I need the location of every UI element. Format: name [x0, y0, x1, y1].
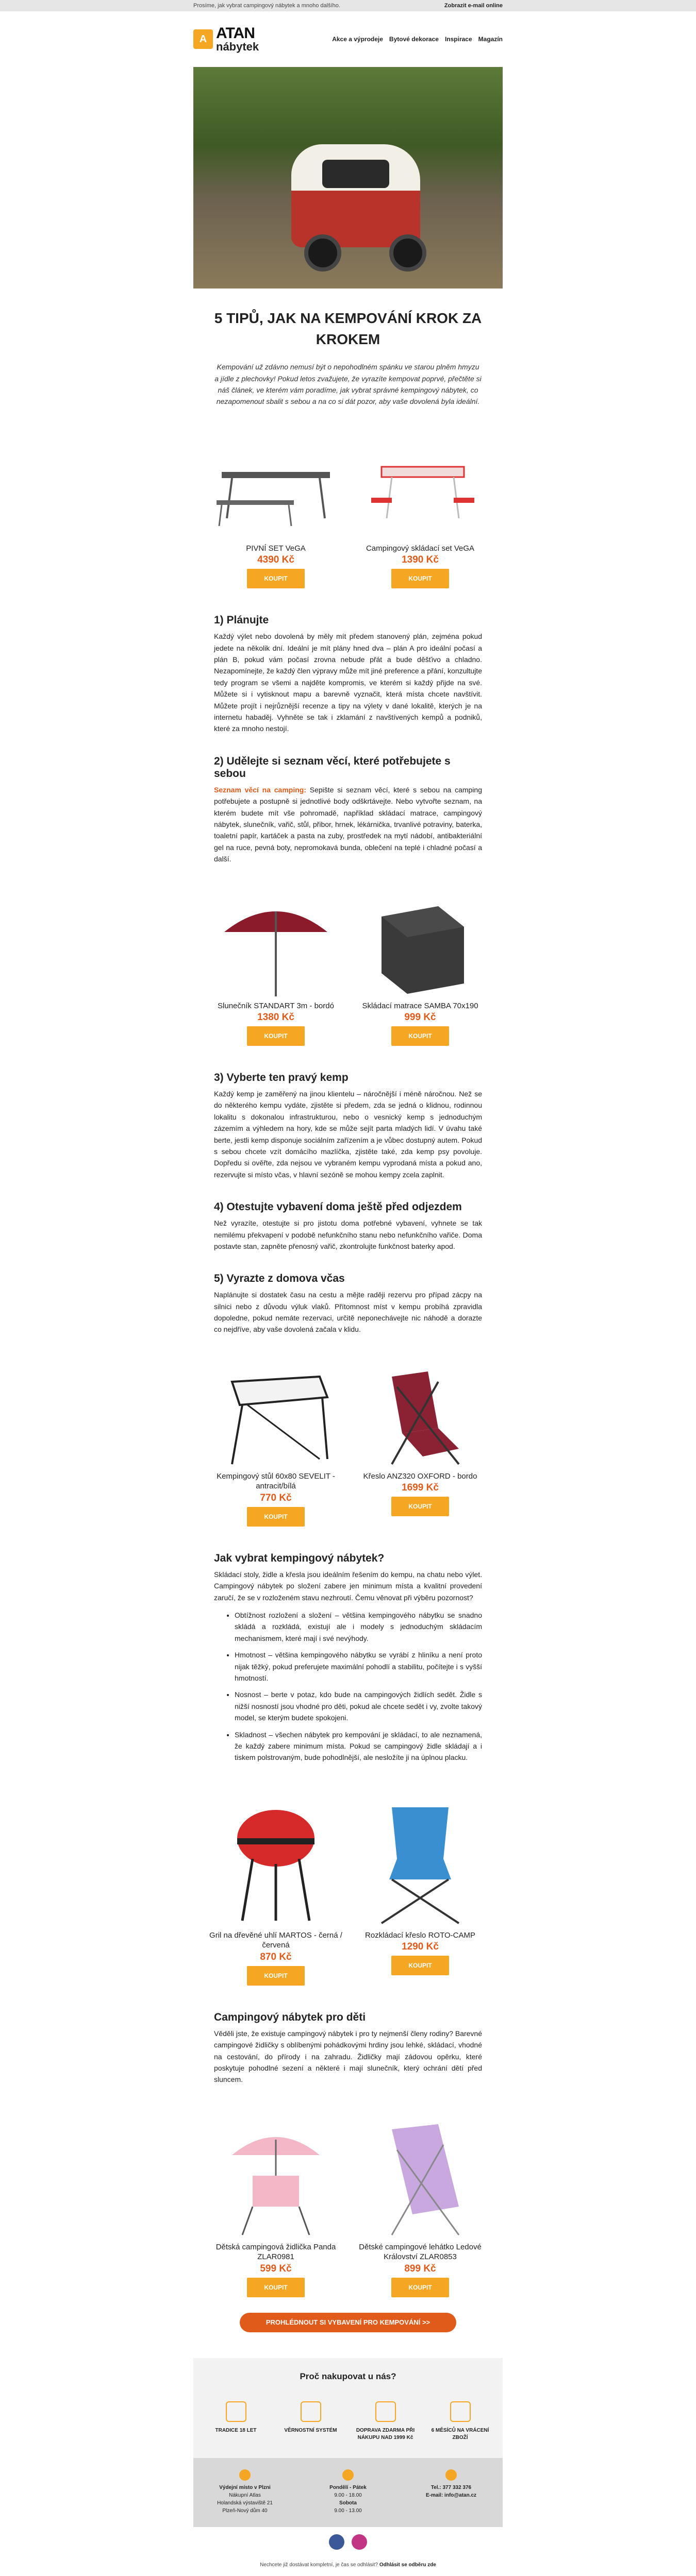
view-online-link[interactable]: Zobrazit e-mail online: [444, 3, 503, 9]
buy-button[interactable]: KOUPIT: [247, 1507, 305, 1527]
buy-button[interactable]: KOUPIT: [391, 569, 449, 588]
nav-item-inspirace[interactable]: Inspirace: [444, 36, 472, 43]
why-us-title: Proč nakupovat u nás?: [300, 2371, 396, 2381]
product-image-parasol[interactable]: [209, 896, 343, 999]
list-item: • Nosnost – berte v potaz, kdo bude na campingových židlích sedět. Židle s nižší nosností jsou vhodné pro děti, pokud ale chcete sedět i vy, zvolte takový model, se kterým budete spokojeni.: [235, 1689, 482, 1723]
product-card[interactable]: [209, 438, 343, 589]
preheader-text: Prosíme, jak vybrat campingový nábytek a mnoho dalšího.: [193, 3, 340, 9]
unsubscribe-text: Nechcete již dostávat kompletní, je čas se odhlásit?: [260, 2562, 378, 2568]
product-image-chair[interactable]: [353, 1366, 487, 1469]
intro-text: Kempování už zdávno nemusí být o nepohodlném spánku ve starou plněm hmyzu a jídle z plechovky! Pokud letos zvažujete, že vyrazíte kempovat poprvé, přečtěte si náš článek, ve kterém vám poradíme, jak vybrat správné kempingový nábytek, co nezapomenout sbalit s sebou a na co si dát pozor, aby vaše dovolená byla ideální.: [214, 363, 482, 406]
product-card[interactable]: [209, 1366, 343, 1527]
product-image-kids-lounger[interactable]: [353, 2116, 487, 2240]
section-text: [214, 784, 482, 865]
list-item: • Obtížnost rozložení a složení – většina kempingového nábytku se snadno skládá a rozkládá, existují ale i modely s jednoduchým skládacím mechanismem, které mají i své nevýhody.: [235, 1609, 482, 1644]
product-price: 1290 Kč: [402, 1941, 439, 1953]
product-card[interactable]: [209, 1794, 343, 1986]
buy-button[interactable]: KOUPIT: [247, 569, 305, 588]
buy-button[interactable]: KOUPIT: [391, 2278, 449, 2297]
section-text: Skládací stoly, židle a křesla jsou ideálním řešením do kempu, na chatu nebo výlet. Campingový nábytek po složení zabere jen minimum místa a kvalitní provedení zaručí, že se v rozloženém stavu nezhroutí. Čemu věnovat při výběru pozornost?: [214, 1570, 482, 1602]
product-name: Kempingový stůl 60x80 SEVELIT - antracit/bílá: [217, 1471, 335, 1491]
product-card[interactable]: [353, 1794, 487, 1986]
product-image-camping-set[interactable]: [353, 438, 487, 541]
logo-line2: nábytek: [216, 40, 259, 53]
product-name: Dětská campingová židlička Panda ZLAR0981: [216, 2242, 336, 2262]
instagram-icon[interactable]: [352, 2534, 367, 2550]
product-image-mattress[interactable]: [353, 896, 487, 999]
social-links: [193, 2527, 503, 2557]
product-image-kids-chair[interactable]: [209, 2116, 343, 2240]
section-heading: 5) Vyrazte z domova včas: [214, 1273, 345, 1285]
product-image-table[interactable]: [209, 1366, 343, 1469]
product-card[interactable]: [209, 2116, 343, 2297]
product-name: Gril na dřevěné uhlí MARTOS - černá / červená: [209, 1930, 342, 1950]
section-text-body: Sepište si seznam věcí, které s sebou na camping potřebujete a postupně si jednotlivé body odškrtávejte. Nebo vytvořte seznam, na kterém budete mít vše pohromadě, například skládací matrace, campingový nábytek, slunečník, vařič, stůl, přibor, hrnek, lékárnička, trvanlivé potraviny, baterka, toaletní papír, kartáček a pasta na zuby, prostředek na mytí nádobí, antibakteriální gel na ruce, pevná boty, nepromokavá bunda, oblečení na teplé i chladné počasí a další.: [214, 785, 482, 863]
nav-item-dekorace[interactable]: Bytové dekorace: [389, 36, 439, 43]
tips-list: [214, 1609, 482, 1764]
unsubscribe-bar: [0, 2557, 696, 2573]
why-us-section: [193, 2358, 503, 2458]
buy-button[interactable]: KOUPIT: [247, 1026, 305, 1046]
product-name: Campingový skládací set VeGA: [366, 544, 475, 553]
section-heading: Campingový nábytek pro děti: [214, 2011, 366, 2023]
product-price: 999 Kč: [404, 1012, 436, 1023]
buy-button[interactable]: KOUPIT: [247, 1966, 305, 1986]
section-text: Než vyrazíte, otestujte si pro jistotu doma potřebné vybavení, vyhnete se tak nemilému překvapení v podobě nefunkčního stanu nebo nefunkčního vařiče. Doma postavte stan, zapněte přenosný vařič, zkontrolujte funkčnost baterky apod.: [214, 1219, 482, 1250]
hero-image[interactable]: [193, 67, 503, 289]
benefit-free-shipping: DOPRAVA ZDARMA PŘI NÁKUPU NAD 1999 Kč: [352, 2401, 419, 2442]
product-price: 1380 Kč: [257, 1012, 294, 1023]
product-name: Rozkládací křeslo ROTO-CAMP: [365, 1930, 475, 1940]
benefit-returns: 6 MĚSÍCŮ NA VRÁCENÍ ZBOŽÍ: [427, 2401, 494, 2442]
product-name: PIVNÍ SET VeGA: [246, 544, 306, 553]
section-heading: 4) Otestujte vybavení doma ještě před odjezdem: [214, 1201, 462, 1213]
product-price: 899 Kč: [404, 2263, 436, 2274]
product-card[interactable]: [353, 438, 487, 589]
section-heading: Jak vybrat kempingový nábytek?: [214, 1552, 385, 1564]
nav-item-akce[interactable]: Akce a výprodeje: [332, 36, 383, 43]
product-row-3: [204, 1366, 492, 1527]
buy-button[interactable]: KOUPIT: [391, 1956, 449, 1975]
logo-mark: A: [193, 29, 213, 49]
product-card[interactable]: [209, 896, 343, 1046]
product-row-5: [204, 2116, 492, 2297]
section-heading: 2) Udělejte si seznam věcí, které potřebujete s sebou: [214, 755, 451, 779]
product-price: 1699 Kč: [402, 1482, 439, 1494]
facebook-icon[interactable]: [329, 2534, 344, 2550]
loyalty-icon: [301, 2401, 321, 2422]
buy-button[interactable]: KOUPIT: [391, 1026, 449, 1046]
section-text: Každý kemp je zaměřený na jinou klientelu – náročnější i méně náročnou. Než se do některého kempu vydáte, zjistěte si předem, zda se jedná o klidnou, rodinnou lokalitu s dokonalou infrastrukturou, nebo o vesnický kemp s jednoduchým zázemím a výhledem na hory, kde se může sejít parta mladých lidí. V úvahu také berte, jestli kemp disponuje sociálním zařízením a je vůbec dostupný autem. Pokud s sebou chcete vzít domácího mazlíčka, zjistěte také, zda kemp psy povoluje. Dopředu si ověřte, zda nejsou ve vybraném kempu vyprodaná místa a pokud ano, rezervujte si místo včas, v hlavní sezóně se mohou kempy zcela zaplnit.: [214, 1090, 482, 1179]
product-name: Dětské campingové lehátko Ledové Království ZLAR0853: [359, 2242, 482, 2262]
product-card[interactable]: [353, 896, 487, 1046]
product-price: 4390 Kč: [257, 554, 294, 566]
home-icon: [226, 2401, 246, 2422]
product-price: 870 Kč: [260, 1951, 292, 1962]
product-price: 770 Kč: [260, 1492, 292, 1503]
product-name: Slunečník STANDART 3m - bordó: [218, 1001, 334, 1010]
section-heading: 3) Vyberte ten pravý kemp: [214, 1072, 349, 1083]
email-body: [193, 11, 503, 2332]
clock-icon: [342, 2469, 354, 2481]
product-image-grill[interactable]: [209, 1794, 343, 1928]
footer-hours: Pondělí - Pátek 9.00 - 18.00 Sobota 9.00 - 13.00: [307, 2469, 389, 2515]
phone-icon: [445, 2469, 457, 2481]
location-icon: [239, 2469, 251, 2481]
unsubscribe-link[interactable]: Odhlásit se odběru zde: [379, 2562, 436, 2568]
nav-item-magazin[interactable]: Magazín: [478, 36, 503, 43]
header: [193, 11, 503, 67]
logo[interactable]: [193, 26, 259, 53]
product-row-2: [204, 896, 492, 1046]
product-row-1: [204, 438, 492, 589]
list-item: • Skladnost – všechen nábytek pro kempování je skládací, to ale neznamená, že každý zabere minimum místa. Pokud se campingový židle skládají a i tiskem polstrovaným, bude pohodlnější, ale nesložíte ji na úplnou placku.: [235, 1729, 482, 1764]
product-row-4: [204, 1794, 492, 1986]
product-name: Skládací matrace SAMBA 70x190: [362, 1001, 478, 1010]
main-nav: [332, 36, 503, 43]
product-name: Křeslo ANZ320 OXFORD - bordo: [363, 1471, 477, 1481]
list-item: • Hmotnost – většina kempingového nábytku se vyrábí z hliníku a není proto nijak těžký, pokud preferujete maximální pohodlí a stabilitu, počítejte i s vyšší hmotností.: [235, 1649, 482, 1684]
section-heading: 1) Plánujte: [214, 614, 269, 626]
top-bar: [0, 0, 696, 11]
truck-icon: [375, 2401, 396, 2422]
footer-address: Výdejní místo v Plzni Nákupní Atlas Holandská výstaviště 21 Plzeň-Nový dům 40: [204, 2469, 286, 2515]
benefit-tradition: TRADICE 18 LET: [203, 2401, 270, 2442]
product-card[interactable]: [353, 2116, 487, 2297]
cta-button[interactable]: PROHLÉDNOUT SI VYBAVENÍ PRO KEMPOVÁNÍ >>: [240, 2313, 456, 2332]
buy-button[interactable]: KOUPIT: [391, 1497, 449, 1516]
benefit-loyalty: VĚRNOSTNÍ SYSTÉM: [277, 2401, 344, 2442]
buy-button[interactable]: KOUPIT: [247, 2278, 305, 2297]
headline: 5 TIPŮ, JAK NA KEMPOVÁNÍ KROK ZA KROKEM: [214, 310, 482, 347]
product-image-folding-chair[interactable]: [353, 1794, 487, 1928]
product-card[interactable]: [353, 1366, 487, 1527]
list-heading: Seznam věcí na camping:: [214, 785, 306, 794]
product-image-beer-set[interactable]: [209, 438, 343, 541]
product-price: 599 Kč: [260, 2263, 292, 2274]
box-icon: [450, 2401, 471, 2422]
section-text: Každý výlet nebo dovolená by měly mít předem stanovený plán, zejména pokud jedete na několik dní. Ideální je mít plány hned dva – plán A pro ideální počasí a plán B, pokud vám počasí zrovna nebude přát a bude děšťivo a chladno. Nezapomínejte, že každý člen výpravy může mít jiné preference a přání, konzultujte tedy program se všemi a najděte kompromis, ve kterém si každý přijde na své. Můžete si i vytisknout mapu a barevně vyznačit, která místa chcete navštívit. Můžete projít i nejrůznější recenze a tipy na výlety v dané lokalitě, kterých je na internetu habaděj. Vyhněte se tak i zklamání z navštívených kempů a podniků, které za mnoho nestojí.: [214, 632, 482, 733]
footer: [193, 2458, 503, 2527]
section-text: Naplánujte si dostatek času na cestu a mějte raději rezervu pro případ zácpy na silnici nebo z důvodu výluk vlaků. Přítomnost míst v kempu probíhá zpravidla dopoledne, pokud nemáte rezervaci, určitě neponechávejte nic náhodě a dorazte co nejdříve, aby vaše dovolená začala v klidu.: [214, 1291, 482, 1334]
product-price: 1390 Kč: [402, 554, 439, 566]
footer-contact: Tel.: 377 332 376 E-mail: info@atan.cz: [410, 2469, 492, 2515]
section-text: Věděli jste, že existuje campingový nábytek i pro ty nejmenší členy rodiny? Barevné campingové židličky s oblíbenými pohádkovými hrdiny jsou lehké, skládací, vhodné na cestování, do přírody i na zahradu. Židličky mají zádovou opěrku, které poskytuje pohodlné sezení a některé i mají slunečník, který ochrání dětí před sluncem.: [214, 2029, 482, 2084]
logo-line1: ATAN: [216, 25, 255, 42]
